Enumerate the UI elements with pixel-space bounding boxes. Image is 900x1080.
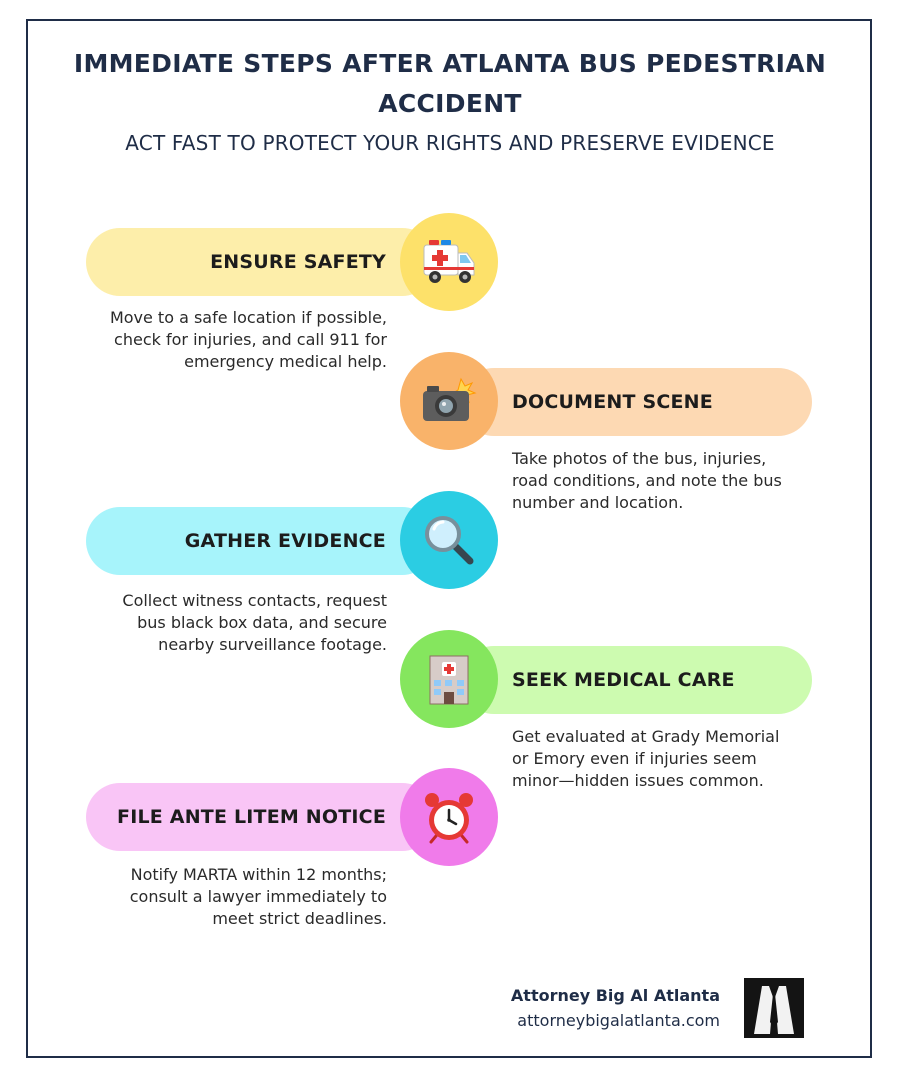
step-description-gather-evidence: Collect witness contacts, request bus black box data, and secure nearby surveillance footage. xyxy=(122,591,387,654)
camera-flash-icon xyxy=(421,377,477,425)
magnifying-glass-icon xyxy=(422,513,476,567)
step-pill-gather-evidence xyxy=(86,507,436,575)
step-circle-file-notice xyxy=(400,768,498,866)
step-pill-seek-medical-care xyxy=(460,646,812,714)
step-label: FILE ANTE LITEM NOTICE xyxy=(117,806,386,828)
suit-tie-logo-icon xyxy=(744,978,804,1038)
step-circle-ensure-safety xyxy=(400,213,498,311)
step-pill-file-notice xyxy=(86,783,436,851)
step-pill-document-scene xyxy=(460,368,812,436)
footer-website-link[interactable]: attorneybigalatlanta.com xyxy=(517,1011,720,1030)
step-description-document-scene: Take photos of the bus, injuries, road conditions, and note the bus number and location. xyxy=(512,449,782,512)
footer-firm-name: Attorney Big Al Atlanta xyxy=(510,986,720,1005)
alarm-clock-icon xyxy=(422,790,476,844)
step-circle-gather-evidence xyxy=(400,491,498,589)
step-description-ensure-safety: Move to a safe location if possible, check for injuries, and call 911 for emergency medical help. xyxy=(109,308,387,371)
step-label: DOCUMENT SCENE xyxy=(512,391,713,413)
step-circle-seek-medical-care xyxy=(400,630,498,728)
step-description-file-notice: Notify MARTA within 12 months; consult a lawyer immediately to meet strict deadlines. xyxy=(129,865,387,928)
step-label: SEEK MEDICAL CARE xyxy=(512,669,735,691)
step-label: GATHER EVIDENCE xyxy=(184,530,386,552)
step-description-seek-medical-care: Get evaluated at Grady Memorial or Emory even if injuries seem minor—hidden issues common. xyxy=(512,727,780,790)
page-title: IMMEDIATE STEPS AFTER ATLANTA BUS PEDESTRIAN ACCIDENT xyxy=(73,49,827,118)
step-pill-ensure-safety xyxy=(86,228,436,296)
page-subtitle: ACT FAST TO PROTECT YOUR RIGHTS AND PRESERVE EVIDENCE xyxy=(125,131,775,155)
hospital-icon xyxy=(424,652,474,706)
step-circle-document-scene xyxy=(400,352,498,450)
ambulance-icon xyxy=(421,237,477,287)
step-label: ENSURE SAFETY xyxy=(210,251,386,273)
